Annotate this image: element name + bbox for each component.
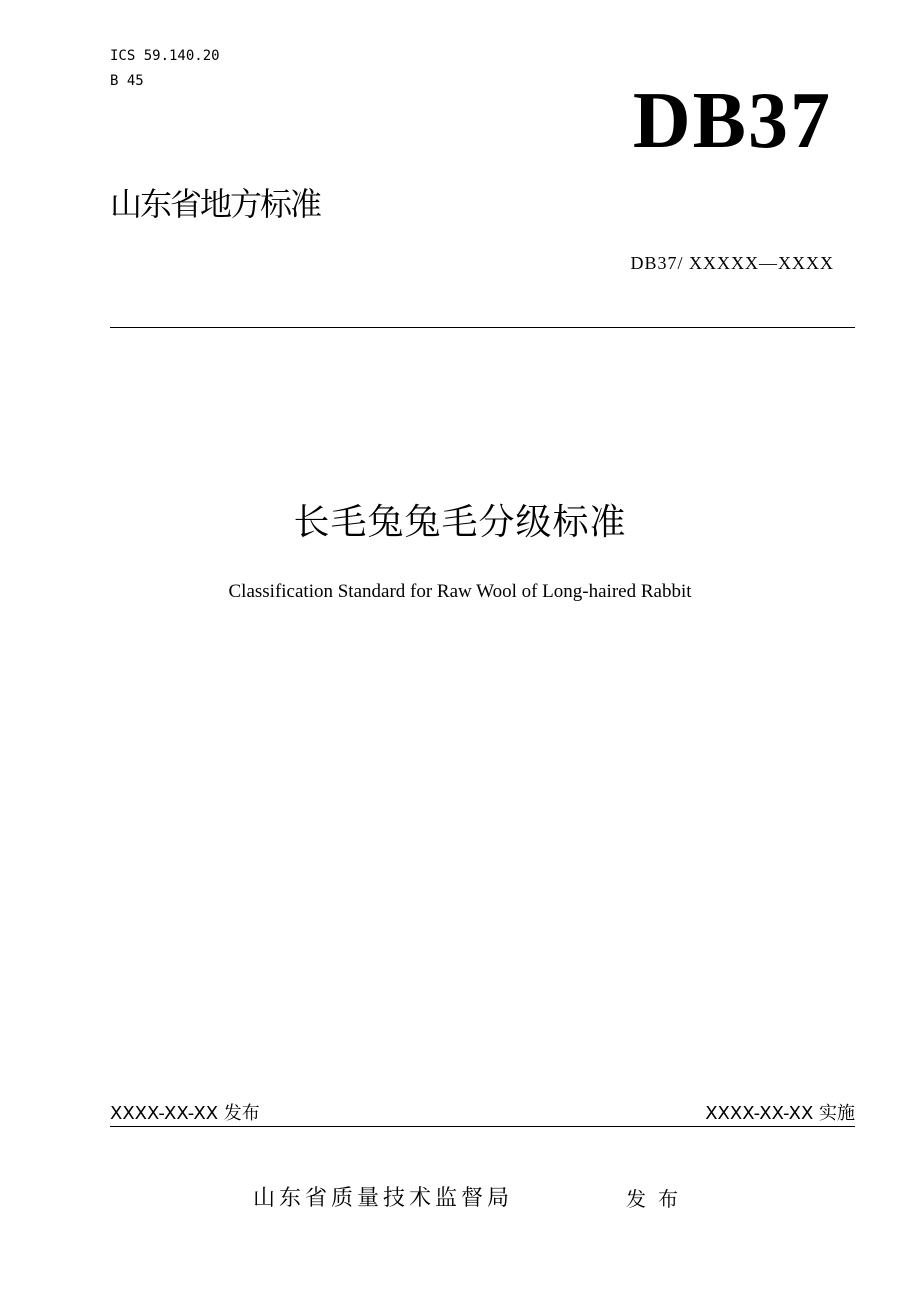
standard-type: 山东省地方标准: [110, 185, 321, 223]
standard-number: DB37/ XXXXX—XXXX: [630, 253, 834, 273]
implementation-date: XXXX-XX-XX 实施: [705, 1103, 855, 1124]
issue-date: XXXX-XX-XX 发布: [110, 1103, 260, 1124]
ccs-code: B 45: [110, 73, 144, 89]
top-divider: [110, 327, 855, 328]
standard-logo: DB37: [632, 77, 832, 165]
document-title-chinese: 长毛兔兔毛分级标准: [293, 502, 627, 543]
issue-action: 发布: [626, 1187, 690, 1211]
ics-code: ICS 59.140.20: [110, 48, 220, 64]
bottom-divider: [110, 1126, 855, 1127]
document-title-english: Classification Standard for Raw Wool of Long-haired Rabbit: [228, 581, 692, 602]
issuing-authority: 山东省质量技术监督局: [253, 1186, 514, 1211]
